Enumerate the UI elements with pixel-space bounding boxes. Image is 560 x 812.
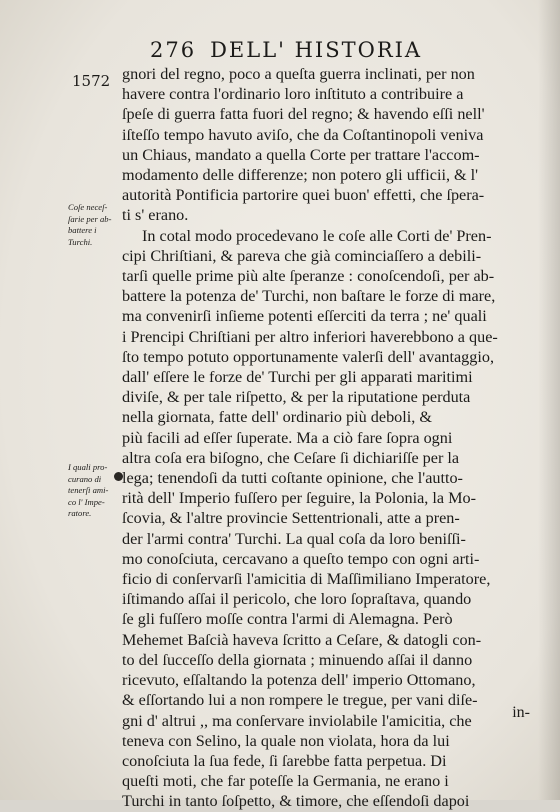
text-line: conoſciuta la ſua fede, ſi ſarebbe fatta perpetua. Di xyxy=(122,751,447,770)
text-line: un Chiaus, mandato a quella Corte per trattare l'accom- xyxy=(122,145,480,164)
text-line: cipi Chriſtiani, & pareva che già cominciaſſero a debili- xyxy=(122,246,482,265)
margin-note xyxy=(68,462,124,520)
text-line: tarſi quelle prime più alte ſperanze : conoſcendoſi, per ab- xyxy=(122,267,495,286)
text-line: lega; tenendoſi da tutti coſtante opinione, che l'autto- xyxy=(122,469,463,488)
text-line: Mehemet Baſcià haveva ſcritto a Ceſare, & datogli con- xyxy=(122,630,482,649)
margin-note-line: co l' Impe- xyxy=(68,496,105,507)
text-line: ti s' erano. xyxy=(122,206,189,225)
text-line: modamento delle differenze; non potero gli ufficii, & l' xyxy=(122,166,479,185)
text-line: iſtimando aſſai il pericolo, che loro ſopraſtava, quando xyxy=(122,590,472,609)
running-header xyxy=(150,38,530,62)
margin-note-line: Turchi. xyxy=(68,236,93,247)
text-line: der l'armi contra' Turchi. La qual coſa da loro beniſſi- xyxy=(122,529,466,548)
text-line: dall' eſſere le forze de' Turchi per gli apparati maritimi xyxy=(122,368,473,387)
text-line: ſto tempo potuto opportunamente valerſi dell' avantaggio, xyxy=(122,347,494,366)
text-line: Turchi in tanto ſoſpetto, & timore, che eſſendoſi dapoi xyxy=(122,792,470,811)
text-line: battere la potenza de' Turchi, non baſtare le forze di mare, xyxy=(122,287,496,306)
text-line: ſe gli fuſſero moſſe contra l'armi di Alemagna. Però xyxy=(122,610,453,629)
text-line: autorità Pontificia partorire quei buon' effetti, che ſpera- xyxy=(122,186,485,205)
text-line: più facili ad eſſer ſuperate. Ma a ciò fare ſopra ogni xyxy=(122,428,453,447)
text-line: teneva con Selino, la quale non violata, hora da lui xyxy=(122,731,450,750)
text-line: diviſe, & per tale riſpetto, & per la riputatione perduta xyxy=(122,388,471,407)
text-line: iſteſſo tempo havuto aviſo, che da Coſtantinopoli veniva xyxy=(122,125,484,144)
margin-year: 1572 xyxy=(72,72,111,90)
text-line: ſcovia, & l'altre provincie Settentrionali, atte a pren- xyxy=(122,509,460,528)
margin-note-line: Coſe neceſ- xyxy=(68,202,108,212)
text-line: In cotal modo procedevano le coſe alle Corti de' Pren- xyxy=(142,226,492,245)
text-line: mo conoſciuta, cercavano a queſto tempo con ogni arti- xyxy=(122,549,480,568)
margin-note-line: curano di xyxy=(68,473,102,484)
text-line: ma convenirſi inſieme potenti eſſerciti da terra ; ne' quali xyxy=(122,307,487,326)
margin-note xyxy=(68,202,124,248)
text-line: queſti moti, che far poteſſe la Germania, ne erano i xyxy=(122,772,449,791)
margin-note-line: I quali pro- xyxy=(68,462,108,472)
page-edge-shadow xyxy=(538,0,560,800)
text-line: & eſſortando lui a non rompere le tregue, per vani diſe- xyxy=(122,691,478,710)
text-line: havere contra l'ordinario loro inſtituto a contribuire a xyxy=(122,85,464,104)
text-line: altra coſa era biſogno, che Ceſare ſi dichiariſſe per la xyxy=(122,448,460,467)
running-title: DELL' HISTORIA xyxy=(210,38,423,62)
text-line: ficio di conſervarſi l'amicitia di Maſſimiliano Imperatore, xyxy=(122,570,491,589)
body-text xyxy=(122,64,532,812)
catchword: in- xyxy=(512,704,530,721)
margin-note-line: ſarie per ab- xyxy=(68,213,112,224)
page-number: 276 xyxy=(150,38,197,62)
text-line: gnori del regno, poco a queſta guerra inclinati, per non xyxy=(122,65,475,83)
margin-note-line: ratore. xyxy=(68,508,92,518)
text-line: rità dell' Imperio fuſſero per ſeguire, la Polonia, la Mo- xyxy=(122,489,476,508)
margin-note-line: battere i xyxy=(68,225,97,235)
text-line: i Prencipi Chriſtiani per altro inferiori haverebbono a que- xyxy=(122,327,498,346)
text-line: to del ſucceſſo della giornata ; minuendo aſſai il danno xyxy=(122,650,473,669)
text-line: ricevuto, eſſaltando la potenza dell' imperio Ottomano, xyxy=(122,671,476,690)
text-line: nella giornata, fatte dell' ordinario più deboli, & xyxy=(122,408,432,427)
margin-note-line: tenerſi ami- xyxy=(68,485,109,495)
text-line: gni d' altrui ,, ma conſervare inviolabile l'amicitia, che xyxy=(122,711,472,730)
text-line: ſpeſe di guerra fatta fuori del regno; & havendo eſſi nell' xyxy=(122,105,485,124)
